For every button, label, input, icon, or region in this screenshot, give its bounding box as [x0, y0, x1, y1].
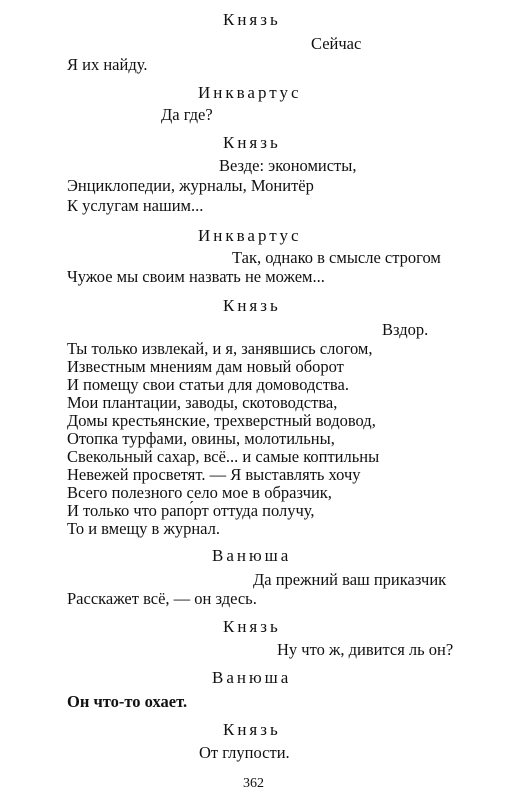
verse-line: Мои плантации, заводы, скотоводства, — [67, 393, 338, 412]
verse-line: Да где? — [161, 105, 213, 124]
speaker-name: Инквартус — [198, 83, 302, 102]
verse-line: Я их найду. — [67, 55, 148, 74]
verse-line: От глупости. — [199, 743, 290, 762]
speaker-name: Князь — [223, 10, 281, 29]
verse-line: Свекольный сахар, всё... и самые коптильны — [67, 447, 380, 466]
verse-line: Да прежний ваш приказчик — [253, 570, 447, 589]
speaker-name: Князь — [223, 133, 281, 152]
speaker-name: Ванюша — [212, 668, 292, 687]
verse-line: Всего полезного село мое в образчик, — [67, 483, 332, 502]
verse-line: Ты только извлекай, и я, занявшись слогом, — [67, 339, 373, 358]
verse-line: Ну что ж, дивится ль он? — [277, 640, 454, 659]
page-number: 362 — [243, 776, 264, 791]
speaker-name: Инквартус — [198, 226, 302, 245]
verse-line: Невежей просветят. — Я выставлять хочу — [67, 465, 361, 484]
verse-line: И помещу свои статьи для домоводства. — [67, 375, 349, 394]
verse-line: Отопка турфами, овины, молотильны, — [67, 429, 335, 448]
speaker-name: Князь — [223, 617, 281, 636]
verse-line: Известным мнениям дам новый оборот — [67, 357, 344, 376]
speaker-name: Князь — [223, 720, 281, 739]
speaker-name: Ванюша — [212, 546, 292, 565]
verse-line: К услугам нашим... — [67, 196, 204, 215]
verse-line: И только что рапо́рт оттуда получу, — [67, 501, 315, 520]
verse-line: Вздор. — [382, 320, 429, 339]
verse-line: Сейчас — [311, 34, 362, 53]
speaker-name: Князь — [223, 296, 281, 315]
verse-line: Так, однако в смысле строгом — [232, 248, 441, 267]
verse-line: Энциклопедии, журналы, Монитёр — [67, 176, 314, 195]
verse-line: Домы крестьянские, трехверстный водовод, — [67, 411, 376, 430]
verse-line: Расскажет всё, — он здесь. — [67, 589, 257, 608]
verse-line: Он что-то охает. — [67, 692, 188, 711]
verse-line: Везде: экономисты, — [219, 156, 357, 175]
verse-line: То и вмещу в журнал. — [67, 519, 220, 538]
verse-line: Чужое мы своим назвать не можем... — [67, 267, 325, 286]
